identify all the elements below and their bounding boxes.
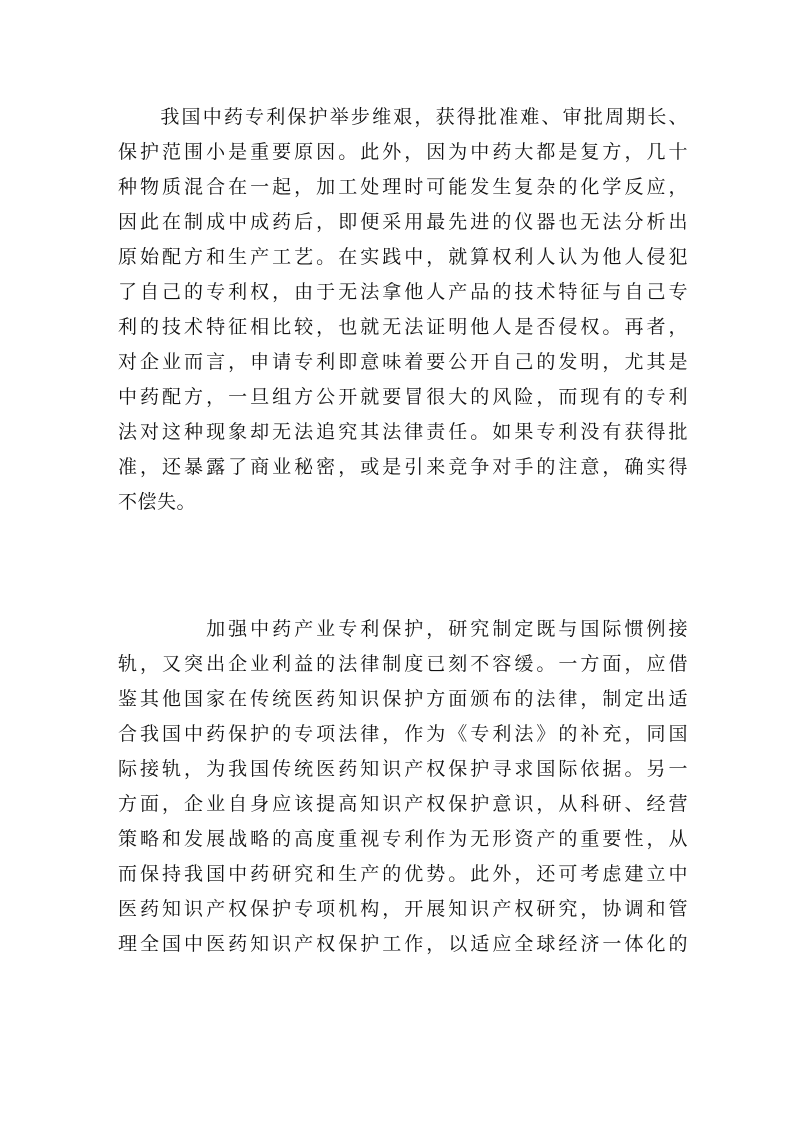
paragraph-line: 策略和发展战略的高度重视专利作为无形资产的重要性，从 — [118, 828, 688, 850]
paragraph-line: 鉴其他国家在传统医药知识保护方面颁布的法律，制定出适 — [118, 688, 688, 710]
paragraph-2 — [118, 612, 688, 962]
paragraph-line: 理全国中医药知识产权保护工作，以适应全球经济一体化的 — [118, 933, 688, 955]
paragraph-1 — [118, 100, 688, 520]
paragraph-line: 不偿失。 — [118, 491, 197, 513]
paragraph-line: 法对这种现象却无法追究其法律责任。如果专利没有获得批 — [118, 421, 688, 443]
paragraph-line: 而保持我国中药研究和生产的优势。此外，还可考虑建立中 — [118, 863, 688, 885]
paragraph-line: 轨，又突出企业利益的法律制度已刻不容缓。一方面，应借 — [118, 653, 688, 675]
paragraph-line: 原始配方和生产工艺。在实践中，就算权利人认为他人侵犯 — [118, 246, 688, 268]
paragraph-line: 保护范围小是重要原因。此外，因为中药大都是复方，几十 — [118, 141, 688, 163]
paragraph-line: 加强中药产业专利保护，研究制定既与国际惯例接 — [118, 618, 688, 640]
paragraph-line: 合我国中药保护的专项法律，作为《专利法》的补充，同国 — [118, 723, 688, 745]
paragraph-line: 利的技术特征相比较，也就无法证明他人是否侵权。再者， — [118, 316, 688, 338]
paragraph-line: 中药配方，一旦组方公开就要冒很大的风险，而现有的专利 — [118, 386, 688, 408]
paragraph-line: 因此在制成中成药后，即便采用最先进的仪器也无法分析出 — [118, 211, 688, 233]
paragraph-line: 际接轨，为我国传统医药知识产权保护寻求国际依据。另一 — [118, 758, 688, 780]
paragraph-line: 方面，企业自身应该提高知识产权保护意识，从科研、经营 — [118, 793, 688, 815]
paragraph-line: 医药知识产权保护专项机构，开展知识产权研究，协调和管 — [118, 898, 688, 920]
paragraph-line: 了自己的专利权，由于无法拿他人产品的技术特征与自己专 — [118, 281, 688, 303]
paragraph-line: 对企业而言，申请专利即意味着要公开自己的发明，尤其是 — [118, 351, 688, 373]
paragraph-line: 我国中药专利保护举步维艰，获得批准难、审批周期长、 — [118, 106, 688, 128]
paragraph-line: 准，还暴露了商业秘密，或是引来竞争对手的注意，确实得 — [118, 456, 688, 478]
paragraph-line: 种物质混合在一起，加工处理时可能发生复杂的化学反应， — [118, 176, 688, 198]
